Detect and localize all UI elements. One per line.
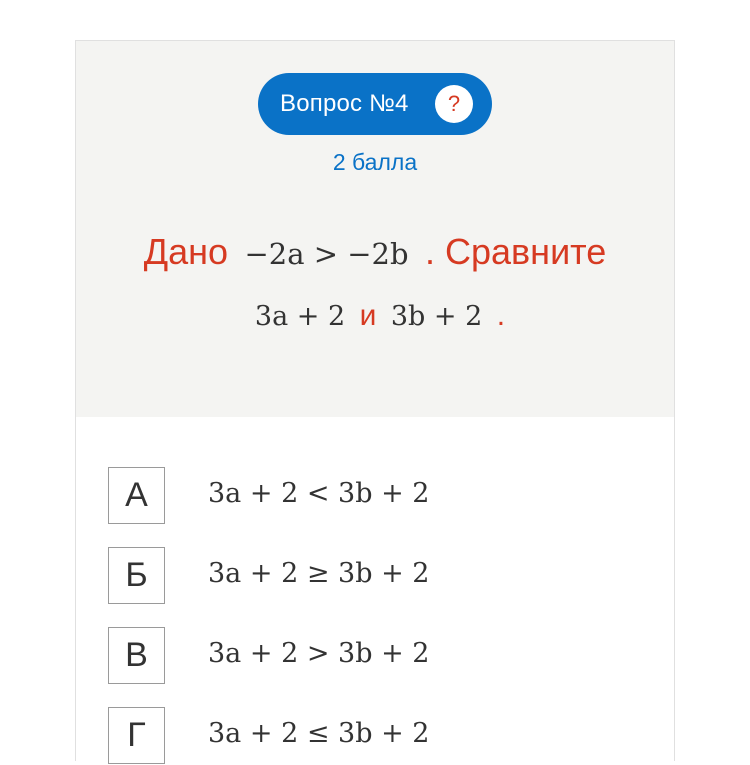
option-letter-box[interactable]: Б [108,547,165,604]
option-text: 3a + 2 < 3b + 2 [208,478,430,509]
option-letter-box[interactable]: А [108,467,165,524]
question-text-given: Дано [143,231,229,272]
answer-option-b[interactable] [108,547,668,605]
option-letter-box[interactable]: В [108,627,165,684]
question-panel [76,41,674,417]
question-text-period: . [496,299,506,332]
question-text-compare: . Сравните [425,231,607,272]
question-number-label: Вопрос №4 [280,90,409,117]
option-letter-box[interactable]: Г [108,707,165,764]
answer-option-g[interactable] [108,707,668,765]
question-expression-b: 3b + 2 [390,301,483,332]
question-text-and: и [359,299,377,332]
question-expression-a: 3a + 2 [254,301,346,332]
option-text: 3a + 2 ≤ 3b + 2 [208,718,430,749]
question-text-line-2 [76,299,674,333]
question-number-badge [258,73,492,135]
question-points: 2 балла [332,149,418,175]
answer-option-v[interactable] [108,627,668,685]
question-card [75,40,675,761]
option-text: 3a + 2 > 3b + 2 [208,638,430,669]
help-icon[interactable]: ? [435,85,473,123]
question-condition-formula: −2a > −2b [244,237,409,271]
question-text-line-1 [76,231,674,273]
option-text: 3a + 2 ≥ 3b + 2 [208,558,430,589]
answer-option-a[interactable] [108,467,668,525]
